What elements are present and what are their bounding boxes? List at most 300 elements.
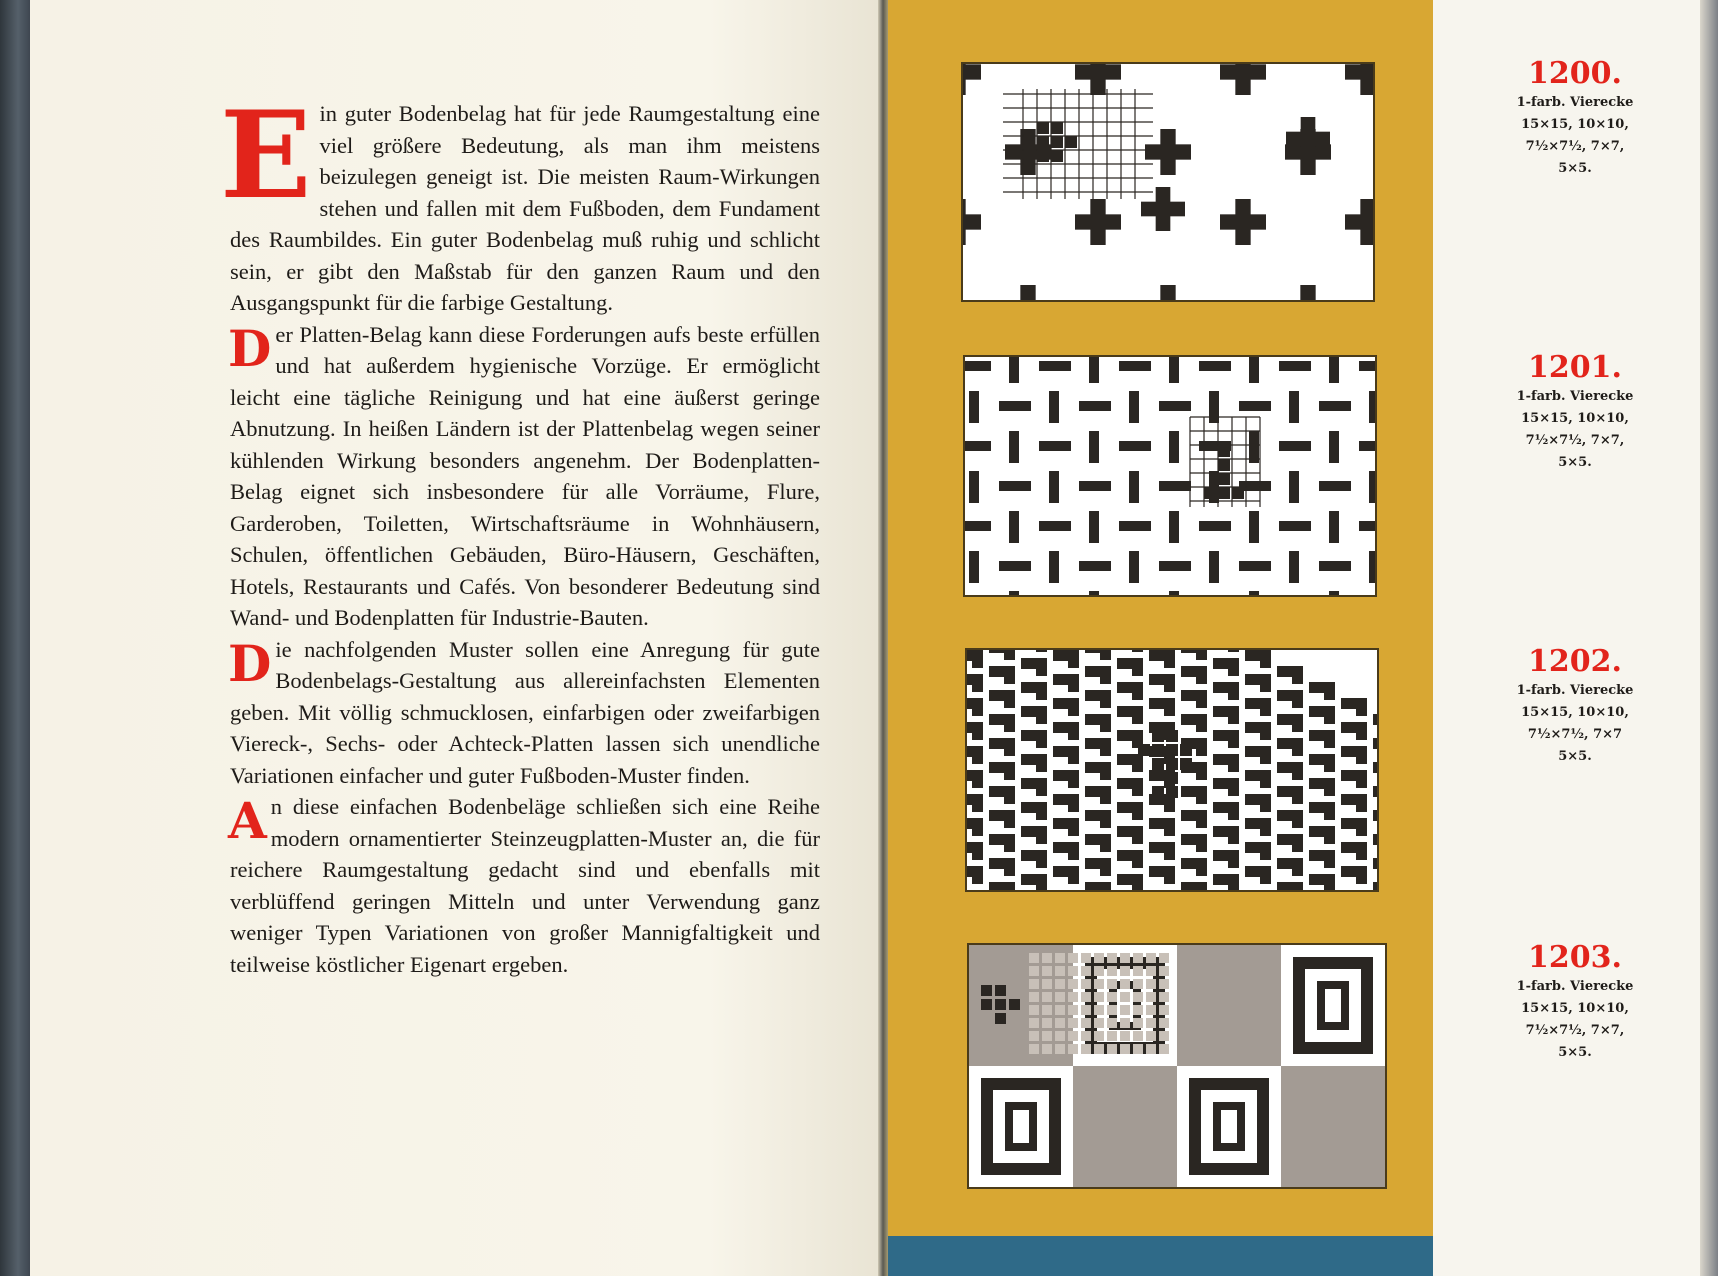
mosaic-tile — [1081, 1044, 1091, 1054]
concentric-square — [1221, 1110, 1237, 1143]
zigzag-tile — [1100, 690, 1111, 708]
bar-tile — [969, 551, 979, 583]
bar-tile — [999, 401, 1031, 411]
bar-tile — [1079, 561, 1111, 571]
mosaic-tile — [1068, 953, 1078, 963]
zigzag-tile — [1068, 674, 1079, 692]
pattern-sizes: 7½×7½, 7×7, — [1525, 139, 1625, 154]
zigzag-tile — [1132, 754, 1143, 772]
zigzag-tile — [1324, 682, 1335, 700]
mosaic-tile — [1159, 966, 1169, 976]
mosaic-tile — [1055, 979, 1065, 989]
small-square-tile — [1065, 136, 1077, 148]
mosaic-tile — [1133, 1018, 1143, 1028]
bar-tile — [1319, 401, 1351, 411]
zigzag-tile — [1373, 762, 1377, 773]
bar-tile — [1129, 471, 1139, 503]
zigzag-tile — [1004, 690, 1015, 708]
drop-cap-initial: E — [220, 85, 312, 226]
bar-tile — [1039, 361, 1071, 371]
mosaic-tile — [1068, 1005, 1078, 1015]
mosaic-tile — [1120, 966, 1130, 976]
zigzag-tile — [1196, 762, 1207, 780]
mosaic-tile — [1081, 966, 1091, 976]
zigzag-tile — [1373, 858, 1377, 869]
mosaic-tile — [1042, 979, 1052, 989]
zigzag-tile — [1132, 682, 1143, 700]
small-square-tile — [1166, 786, 1178, 798]
bar-tile — [1329, 357, 1339, 383]
cross-tile — [963, 214, 981, 229]
bar-tile — [1369, 551, 1375, 583]
zigzag-tile — [1324, 730, 1335, 748]
bar-tile — [1129, 391, 1139, 423]
zigzag-tile — [1100, 762, 1111, 780]
mosaic-tile — [1094, 992, 1104, 1002]
zigzag-tile — [1373, 738, 1377, 749]
zigzag-tile — [1004, 762, 1015, 780]
mosaic-tile — [1042, 1044, 1052, 1054]
zigzag-tile — [1292, 858, 1303, 876]
cross-tile — [1075, 64, 1121, 79]
zigzag-tile — [1100, 882, 1111, 890]
pattern-sizes: 15×15, 10×10, — [1521, 1001, 1629, 1016]
pattern-label-1200 — [1470, 56, 1680, 180]
bar-tile — [1249, 357, 1259, 383]
zigzag-tile — [1228, 730, 1239, 748]
zigzag-tile — [1036, 706, 1047, 724]
zigzag-tile — [1260, 746, 1271, 764]
zigzag-tile — [1068, 866, 1079, 884]
drop-cap-initial: A — [228, 791, 267, 850]
pattern-sizes: 7½×7½, 7×7, — [1525, 433, 1625, 448]
zigzag-tile — [1324, 802, 1335, 820]
mosaic-tile — [1120, 1044, 1130, 1054]
zigzag-tile — [1132, 778, 1143, 796]
zigzag-tile — [1164, 866, 1175, 884]
cross-tile — [1220, 64, 1266, 79]
mosaic-tile — [1120, 992, 1130, 1002]
pattern-sizes: 5×5. — [1558, 455, 1592, 470]
bar-tile — [1279, 521, 1311, 531]
bar-tile — [1329, 591, 1339, 595]
bar-tile — [1329, 511, 1339, 543]
zigzag-tile — [1324, 826, 1335, 844]
pattern-description: 1-farb. Vierecke — [1516, 389, 1634, 404]
zigzag-tile — [972, 866, 983, 884]
small-square-tile — [1166, 758, 1178, 770]
zigzag-tile — [1196, 650, 1207, 660]
zigzag-tile — [1100, 650, 1111, 660]
zigzag-tile — [1036, 650, 1047, 652]
zigzag-tile — [1356, 770, 1367, 788]
mosaic-tile — [1146, 979, 1156, 989]
small-square-tile — [1166, 772, 1178, 784]
zigzag-tile — [1036, 754, 1047, 772]
grey-tile-field — [1073, 1066, 1177, 1187]
mosaic-tile — [1094, 1018, 1104, 1028]
mosaic-tile — [1068, 966, 1078, 976]
mosaic-tile — [1055, 992, 1065, 1002]
zigzag-tile — [1228, 802, 1239, 820]
bar-tile — [1089, 357, 1099, 383]
zigzag-tile — [1292, 738, 1303, 756]
mosaic-tile — [1042, 992, 1052, 1002]
small-square-tile — [1166, 744, 1178, 756]
small-square-tile — [1009, 999, 1020, 1010]
bar-tile — [965, 521, 991, 531]
grey-tile-field — [1177, 945, 1281, 1066]
bar-tile — [1239, 561, 1271, 571]
zigzag-tile — [1356, 842, 1367, 860]
zigzag-tile — [1068, 650, 1079, 668]
bar-tile — [1279, 361, 1311, 371]
small-square-tile — [1152, 744, 1164, 756]
bar-tile — [1329, 431, 1339, 463]
zigzag-tile — [1164, 818, 1175, 836]
mosaic-tile — [1159, 1018, 1169, 1028]
zigzag-tile — [1228, 850, 1239, 868]
pattern-sizes: 7½×7½, 7×7, — [1525, 1023, 1625, 1038]
zigzag-tile — [1228, 778, 1239, 796]
bar-tile — [969, 391, 979, 423]
mosaic-tile — [1055, 953, 1065, 963]
cross-tile — [1075, 214, 1121, 229]
bar-tile — [1239, 401, 1271, 411]
mosaic-tile — [1094, 979, 1104, 989]
mosaic-tile — [1094, 1005, 1104, 1015]
cover-edge — [888, 1236, 1433, 1276]
bar-tile — [1089, 511, 1099, 543]
paragraph-1 — [220, 85, 820, 319]
zigzag-tile — [1100, 834, 1111, 852]
mosaic-tile — [1107, 966, 1117, 976]
bar-tile — [1009, 357, 1019, 383]
small-square-tile — [1152, 786, 1164, 798]
drop-cap-initial: D — [228, 633, 272, 693]
zigzag-tile — [1292, 666, 1303, 684]
mosaic-tile — [1094, 1031, 1104, 1041]
cross-tile — [1345, 214, 1373, 229]
zigzag-tile — [1068, 698, 1079, 716]
bar-tile — [1289, 471, 1299, 503]
bar-tile — [1079, 401, 1111, 411]
mosaic-tile — [1146, 992, 1156, 1002]
zigzag-tile — [1228, 650, 1239, 652]
zigzag-tile — [1356, 698, 1367, 716]
zigzag-tile — [1036, 850, 1047, 868]
mosaic-tile — [1146, 1005, 1156, 1015]
zigzag-tile — [1324, 706, 1335, 724]
mosaic-tile — [1107, 992, 1117, 1002]
mosaic-tile — [1120, 1018, 1130, 1028]
small-square-tile — [1037, 136, 1049, 148]
zigzag-tile — [1068, 842, 1079, 860]
zigzag-tile — [1292, 690, 1303, 708]
zigzag-tile — [1260, 794, 1271, 812]
mosaic-tile — [1081, 953, 1091, 963]
zigzag-tile — [1373, 834, 1377, 845]
zigzag-tile — [1373, 714, 1377, 725]
zigzag-tile — [1004, 650, 1015, 660]
zigzag-tile — [1132, 850, 1143, 868]
bar-tile — [1199, 521, 1231, 531]
mosaic-tile — [1107, 979, 1117, 989]
cross-tile — [1300, 285, 1315, 300]
mosaic-tile — [1042, 1031, 1052, 1041]
cross-tile — [1220, 214, 1266, 229]
pattern-description: 1-farb. Vierecke — [1516, 95, 1634, 110]
bar-tile — [1089, 431, 1099, 463]
bar-tile — [965, 361, 991, 371]
zigzag-tile — [1100, 738, 1111, 756]
tile-pattern-1201 — [963, 355, 1377, 597]
bar-tile — [1209, 551, 1219, 583]
zigzag-tile — [1196, 714, 1207, 732]
zigzag-tile — [1292, 762, 1303, 780]
bar-tile — [999, 561, 1031, 571]
mosaic-tile — [1159, 953, 1169, 963]
right-page-strip — [1433, 0, 1718, 1276]
zigzag-tile — [1196, 810, 1207, 828]
zigzag-tile — [1004, 882, 1015, 890]
small-square-tile — [1166, 730, 1178, 742]
mosaic-tile — [1159, 1031, 1169, 1041]
mosaic-tile — [1068, 1018, 1078, 1028]
mosaic-tile — [1029, 1005, 1039, 1015]
bar-tile — [1039, 521, 1071, 531]
mosaic-tile — [1133, 1044, 1143, 1054]
zigzag-tile — [1373, 882, 1377, 890]
zigzag-tile — [1373, 810, 1377, 821]
zigzag-tile — [972, 770, 983, 788]
zigzag-tile — [1356, 722, 1367, 740]
bar-tile — [1079, 481, 1111, 491]
pattern-sizes: 15×15, 10×10, — [1521, 705, 1629, 720]
bar-tile — [1279, 441, 1311, 451]
mosaic-tile — [1029, 953, 1039, 963]
pattern-sizes: 5×5. — [1558, 749, 1592, 764]
bar-tile — [1359, 361, 1375, 371]
mosaic-tile — [1055, 966, 1065, 976]
pattern-sizes: 15×15, 10×10, — [1521, 117, 1629, 132]
crosses-pattern-illustration — [963, 64, 1373, 300]
bar-tile — [1159, 481, 1191, 491]
mosaic-tile — [1133, 953, 1143, 963]
bar-tile — [1089, 591, 1099, 595]
zigzag-tile — [1004, 810, 1015, 828]
paragraph-text: ie nachfolgenden Muster sollen eine Anregung für gute Bodenbelags-Gestaltung aus allereinfachsten Elementen geben. Mit völlig schmucklosen, einfarbigen oder zweifarbigen Viereck-, Sechs- oder Achteck-Platten lassen sich unendliche Variationen einfacher und guter Fußboden-Muster finden. — [230, 636, 820, 788]
bar-tile — [1249, 431, 1259, 463]
zigzag-tile — [1100, 714, 1111, 732]
zigzag-tile — [1260, 650, 1271, 668]
zigzag-tile — [1068, 722, 1079, 740]
pattern-label-1201 — [1470, 350, 1680, 474]
bar-tile — [1319, 561, 1351, 571]
bar-tile — [1199, 361, 1231, 371]
zigzag-tile — [1228, 874, 1239, 890]
bar-tile — [1009, 591, 1019, 595]
mosaic-tile — [1146, 966, 1156, 976]
small-square-tile — [1218, 459, 1230, 471]
zigzag-tile — [1036, 730, 1047, 748]
zigzag-tile — [1164, 674, 1175, 692]
mosaic-tile — [1120, 1031, 1130, 1041]
zigzag-tile — [1260, 674, 1271, 692]
bar-tile — [1289, 551, 1299, 583]
zigzag-tile — [1132, 658, 1143, 676]
zigzag-tile — [972, 650, 983, 668]
bar-tile — [1369, 391, 1375, 423]
cross-tile — [963, 64, 981, 79]
zigzag-tile — [1356, 818, 1367, 836]
zigzag-tile — [1356, 794, 1367, 812]
mosaic-tile — [1081, 1031, 1091, 1041]
small-square-tile — [1037, 150, 1049, 162]
paragraph-text: in guter Bodenbelag hat für jede Raumgestaltung eine viel größere Bedeutung, als man ihm meistens beizulegen geneigt ist. Die meisten Raum-Wirkungen stehen und fallen mit dem Fußboden, dem Fundament des Raumbildes. Ein guter Bodenbelag muß ruhig und schlicht sein, er gibt den Maßstab für den ganzen Raum und den Ausgangspunkt für die farbige Gestaltung. — [230, 101, 820, 315]
mosaic-tile — [1042, 1005, 1052, 1015]
bar-tile — [1009, 431, 1019, 463]
mosaic-tile — [1133, 1005, 1143, 1015]
zigzag-tile — [1196, 858, 1207, 876]
grey-tile-field — [1281, 1066, 1385, 1187]
zigzag-tile — [1356, 866, 1367, 884]
zigzag-tile — [1292, 882, 1303, 890]
mosaic-tile — [1107, 1044, 1117, 1054]
zigzag-tile — [1036, 826, 1047, 844]
zigzag-tile — [1260, 818, 1271, 836]
mosaic-tile — [1042, 953, 1052, 963]
zigzag-tile — [1100, 858, 1111, 876]
zigzag-tile — [972, 698, 983, 716]
book-edge-right — [1700, 0, 1718, 1276]
pattern-sizes: 5×5. — [1558, 1045, 1592, 1060]
zigzag-tile — [1228, 658, 1239, 676]
pattern-sizes: 7½×7½, 7×7 — [1527, 727, 1623, 742]
zigzag-tile — [1260, 842, 1271, 860]
zigzag-tile — [1196, 882, 1207, 890]
small-square-tile — [995, 985, 1006, 996]
zigzag-tile — [1132, 802, 1143, 820]
mosaic-tile — [1068, 1031, 1078, 1041]
bar-tile — [1359, 441, 1375, 451]
bar-tile — [1129, 551, 1139, 583]
zigzag-tile — [1356, 746, 1367, 764]
pattern-sizes: 15×15, 10×10, — [1521, 411, 1629, 426]
zigzag-tile — [1036, 682, 1047, 700]
zigzag-tile — [1292, 810, 1303, 828]
zigzag-tile — [972, 722, 983, 740]
mosaic-tile — [1094, 966, 1104, 976]
zigzag-tile — [1164, 698, 1175, 716]
mosaic-tile — [1107, 1005, 1117, 1015]
mosaic-tile — [1081, 1018, 1091, 1028]
mosaic-tile — [1042, 966, 1052, 976]
mosaic-tile — [1081, 979, 1091, 989]
mosaic-tile — [1042, 1018, 1052, 1028]
tile-pattern-1202 — [965, 648, 1379, 892]
small-square-tile — [1152, 730, 1164, 742]
bar-tile — [999, 481, 1031, 491]
bar-tile — [1049, 471, 1059, 503]
bar-tile — [1009, 511, 1019, 543]
mosaic-tile — [1159, 1044, 1169, 1054]
mosaic-tile — [1146, 1018, 1156, 1028]
mosaic-tile — [1159, 1005, 1169, 1015]
zigzag-tile — [1036, 874, 1047, 890]
mosaic-tile — [1146, 1044, 1156, 1054]
zigzag-tile — [1004, 738, 1015, 756]
concentric-squares-pattern-illustration — [969, 945, 1385, 1187]
small-square-tile — [1051, 150, 1063, 162]
small-square-tile — [1152, 758, 1164, 770]
small-square-tile — [981, 999, 992, 1010]
pattern-sizes: 5×5. — [1558, 161, 1592, 176]
mosaic-tile — [1107, 953, 1117, 963]
zigzag-tile — [1196, 666, 1207, 684]
pattern-label-1203 — [1470, 940, 1680, 1064]
small-square-tile — [1218, 445, 1230, 457]
zigzag-tile — [1004, 834, 1015, 852]
zigzag-tile — [1068, 770, 1079, 788]
basketweave-pattern-illustration — [965, 357, 1375, 595]
zigzag-tile — [1036, 802, 1047, 820]
zigzag-tile — [1260, 722, 1271, 740]
pattern-number: 1200. — [1528, 56, 1622, 91]
book-binding-left — [0, 0, 30, 1276]
mosaic-tile — [1120, 953, 1130, 963]
bar-tile — [965, 441, 991, 451]
bar-tile — [969, 471, 979, 503]
bar-tile — [1289, 391, 1299, 423]
paragraph-4 — [230, 791, 820, 980]
zigzag-tile — [1164, 650, 1175, 668]
left-page — [30, 0, 878, 1276]
zigzag-tile — [972, 818, 983, 836]
book-gutter — [878, 0, 888, 1276]
tile-pattern-1200 — [961, 62, 1375, 302]
paragraph-3 — [230, 634, 820, 792]
bar-tile — [1319, 481, 1351, 491]
bar-tile — [1169, 511, 1179, 543]
zigzag-pattern-illustration — [967, 650, 1377, 890]
cross-tile — [1141, 202, 1185, 217]
mosaic-tile — [1029, 1018, 1039, 1028]
zigzag-tile — [1292, 786, 1303, 804]
mosaic-tile — [1055, 1031, 1065, 1041]
mosaic-tile — [1094, 953, 1104, 963]
zigzag-tile — [1036, 658, 1047, 676]
bar-tile — [1119, 521, 1151, 531]
zigzag-tile — [1068, 794, 1079, 812]
small-square-tile — [981, 985, 992, 996]
paragraph-text: n diese einfachen Bodenbeläge schließen sich eine Reihe modern ornamentierter Steinzeugplatten-Muster an, die für reichere Raumgestaltung gedacht sind und ebenfalls mit verblüffend geringen Mitteln und unter Verwendung ganz weniger Typen Variationen von großer Mannigfaltigkeit und teilweise köstlicher Eigenart ergeben. — [230, 794, 820, 977]
bar-tile — [1039, 441, 1071, 451]
zigzag-tile — [1228, 682, 1239, 700]
concentric-square — [1325, 989, 1341, 1022]
pattern-label-1202 — [1470, 644, 1680, 768]
zigzag-tile — [1132, 826, 1143, 844]
mosaic-tile — [1120, 979, 1130, 989]
zigzag-tile — [1100, 786, 1111, 804]
zigzag-tile — [1100, 666, 1111, 684]
cross-tile — [1160, 285, 1175, 300]
zigzag-tile — [1324, 850, 1335, 868]
zigzag-tile — [1292, 714, 1303, 732]
zigzag-tile — [1373, 786, 1377, 797]
cross-tile — [1286, 132, 1330, 147]
small-square-tile — [1232, 487, 1244, 499]
